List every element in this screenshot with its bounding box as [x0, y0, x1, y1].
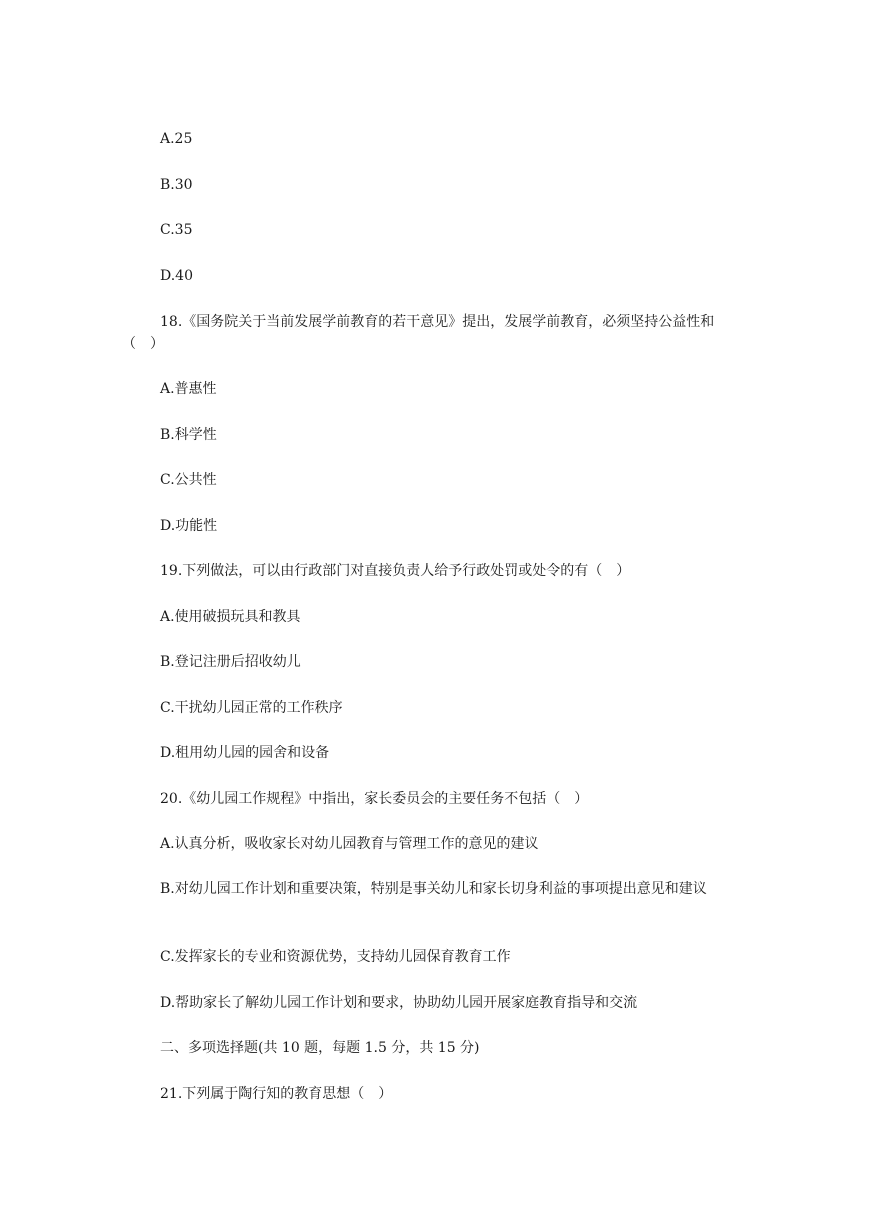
q17-option-a: A.25 [160, 131, 193, 147]
section-heading: 二、多项选择题(共 10 题，每题 1.5 分，共 15 分) [160, 1040, 480, 1056]
q20-option-b: B.对幼儿园工作计划和重要决策，特别是事关幼儿和家长切身利益的事项提出意见和建议 [160, 881, 707, 897]
q18-option-c: C.公共性 [160, 472, 217, 488]
q18-stem: 18.《国务院关于当前发展学前教育的若干意见》提出，发展学前教育，必须坚持公益性和（ ） [122, 314, 715, 352]
q18-option-d: D.功能性 [160, 518, 218, 534]
q20-option-c: C.发挥家长的专业和资源优势，支持幼儿园保育教育工作 [160, 949, 511, 965]
q19-option-d: D.租用幼儿园的园舍和设备 [160, 745, 330, 761]
q21-stem: 21.下列属于陶行知的教育思想（ ） [160, 1086, 393, 1102]
q19-option-c: C.干扰幼儿园正常的工作秩序 [160, 700, 343, 716]
q17-option-c: C.35 [160, 222, 193, 238]
q18-option-b: B.科学性 [160, 427, 217, 443]
q18-option-a: A.普惠性 [160, 381, 217, 397]
q20-option-d: D.帮助家长了解幼儿园工作计划和要求，协助幼儿园开展家庭教育指导和交流 [160, 995, 638, 1011]
q20-stem: 20.《幼儿园工作规程》中指出，家长委员会的主要任务不包括（ ） [160, 791, 589, 807]
q19-option-a: A.使用破损玩具和教具 [160, 609, 301, 625]
q19-stem: 19.下列做法，可以由行政部门对直接负责人给予行政处罚或处令的有（ ） [160, 563, 631, 579]
q17-option-d: D.40 [160, 268, 193, 284]
q20-option-a: A.认真分析，吸收家长对幼儿园教育与管理工作的意见的建议 [160, 836, 539, 852]
q19-option-b: B.登记注册后招收幼儿 [160, 654, 301, 670]
q17-option-b: B.30 [160, 177, 193, 193]
